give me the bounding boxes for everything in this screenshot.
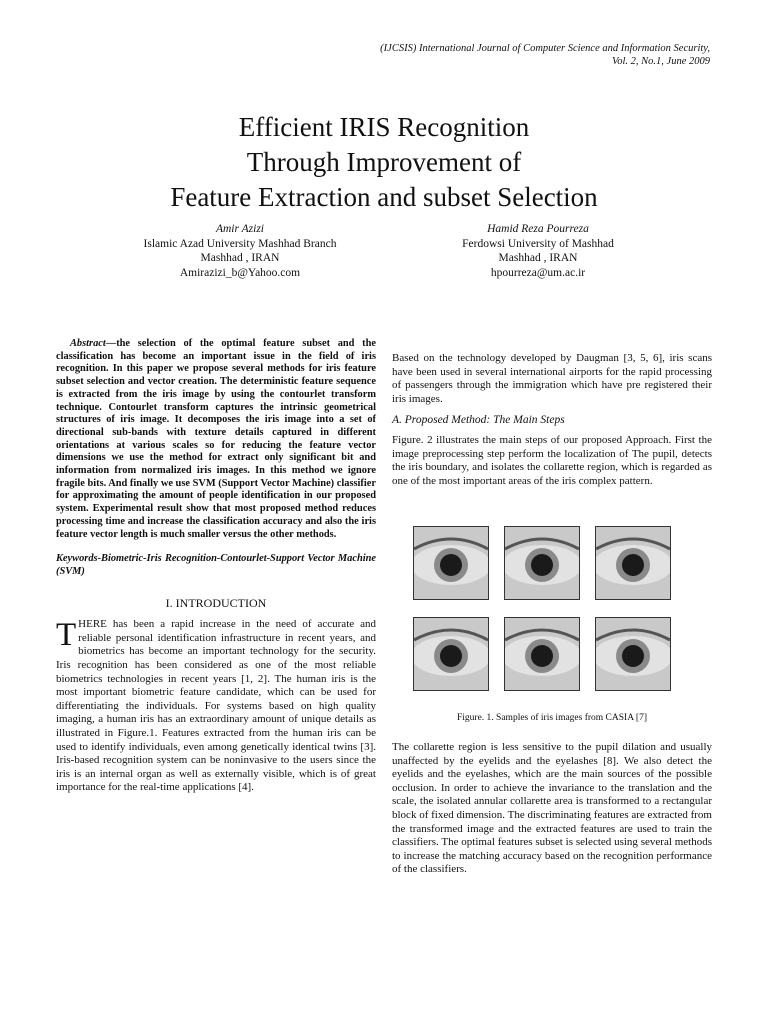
author-block-2 xyxy=(408,222,668,280)
author-location: Mashhad , IRAN xyxy=(200,252,280,264)
subsection-heading: A. Proposed Method: The Main Steps xyxy=(392,414,565,427)
abstract-label: Abstract xyxy=(70,338,106,349)
paragraph-daugman: Based on the technology developed by Daugman [3, 5, 6], iris scans have been used in several international airports for the rapid processing of passengers through the immigration which have pre registered their iris images. xyxy=(392,352,712,405)
author-block-1 xyxy=(110,222,370,280)
author-email: Amirazizi_b@Yahoo.com xyxy=(179,266,301,279)
title-line-2: Through Improvement of xyxy=(246,147,522,177)
section-heading-introduction: I. INTRODUCTION xyxy=(165,595,267,610)
abstract-text: —the selection of the optimal feature subset and the classification has become an important issue in the field of iris recognition. In this paper we propose several methods for iris feature subset selection and vector creation. The deterministic feature sequence is extracted from the iris image by using the contourlet transform technique. Contourlet transform captures the intrinsic geometrical structures of iris image. It decomposes the iris image into a set of directional sub-bands with texture details captured in different orientations at various scales so for reducing the feature vector dimensions we use the method for extract only significant bit and information from normalized iris images. In this method we ignore fragile bits. And finally we use SVM (Support Vector Machine) classifier for approximating the amount of people identification in our proposed system. Experimental result show that most proposed method reduces processing time and increase the classification accuracy and also the iris feature vector length is much smaller versus the other methods. xyxy=(56,338,376,540)
iris-image xyxy=(504,526,580,600)
iris-image xyxy=(595,526,671,600)
right-column-lower xyxy=(392,741,712,877)
paragraph-collarette: The collarette region is less sensitive to the pupil dilation and usually unaffected by the eyelids and the eyelashes [8]. We also detect the eyelids and the eyelashes, which are the main sources of the possible occlusion. In order to achieve the invariance to the translation and the scale, the isolated annular collarette area is transformed to a rectangular block of fixed dimension. The discriminating features are extracted from the transformed image and the extracted features are used to train the classifiers. The optimal features subset is selected using several methods to increase the matching accuracy based on the recognition performance of the classifiers. xyxy=(392,741,712,876)
journal-volume: Vol. 2, No.1, June 2009 xyxy=(612,56,710,67)
iris-image xyxy=(504,617,580,691)
author-email: hpourreza@um.ac.ir xyxy=(490,266,586,279)
author-name: Amir Azizi xyxy=(215,223,265,235)
intro-text: has been a rapid increase in the need of accurate and reliable personal identification infrastructure in recent years, and biometrics has become an important technology for the security. Iris recognition has been considered as one of the most reliable biometrics technologies in recent years [1, 2]. The human iris is the most important biometric feature candidate, which can be used for differentiating the individuals. For systems based on high quality imaging, a human iris has an extraordinary amount of unique details as illustrated in Figure.1. Features extracted from the human iris can be used to identify individuals, even among genetically identical twins [3]. Iris-based recognition system can be noninvasive to the users since the iris is an internal organ as well as externally visible, which is of great importance for the real-time applications [4]. xyxy=(56,618,376,794)
title-line-3: Feature Extraction and subset Selection xyxy=(170,182,598,212)
iris-image xyxy=(595,617,671,691)
iris-image xyxy=(413,617,489,691)
author-affiliation: Ferdowsi University of Mashhad xyxy=(462,237,614,250)
left-column xyxy=(56,338,376,795)
author-name: Hamid Reza Pourreza xyxy=(487,223,589,235)
author-affiliation: Islamic Azad University Mashhad Branch xyxy=(143,237,337,250)
figure-caption: Figure. 1. Samples of iris images from CASIA [7] xyxy=(457,713,647,723)
abstract xyxy=(56,338,376,541)
intro-paragraph xyxy=(56,618,376,795)
keywords: Keywords-Biometric-Iris Recognition-Contourlet-Support Vector Machine (SVM) xyxy=(56,553,376,577)
journal-header: (IJCSIS) International Journal of Computer Science and Information Security, xyxy=(380,43,710,54)
paper-title xyxy=(0,110,768,215)
intro-first-word: HERE xyxy=(78,618,107,631)
title-line-1: Efficient IRIS Recognition xyxy=(238,112,530,142)
drop-cap: T xyxy=(56,617,77,654)
author-location: Mashhad , IRAN xyxy=(498,252,578,264)
paragraph-main-steps: Figure. 2 illustrates the main steps of our proposed Approach. First the image preprocessing step perform the localization of The pupil, detects the iris boundary, and isolates the collarette region, which is regarded as one of the most important areas of the iris complex pattern. xyxy=(392,433,712,487)
right-column xyxy=(392,352,712,488)
iris-image xyxy=(413,526,489,600)
